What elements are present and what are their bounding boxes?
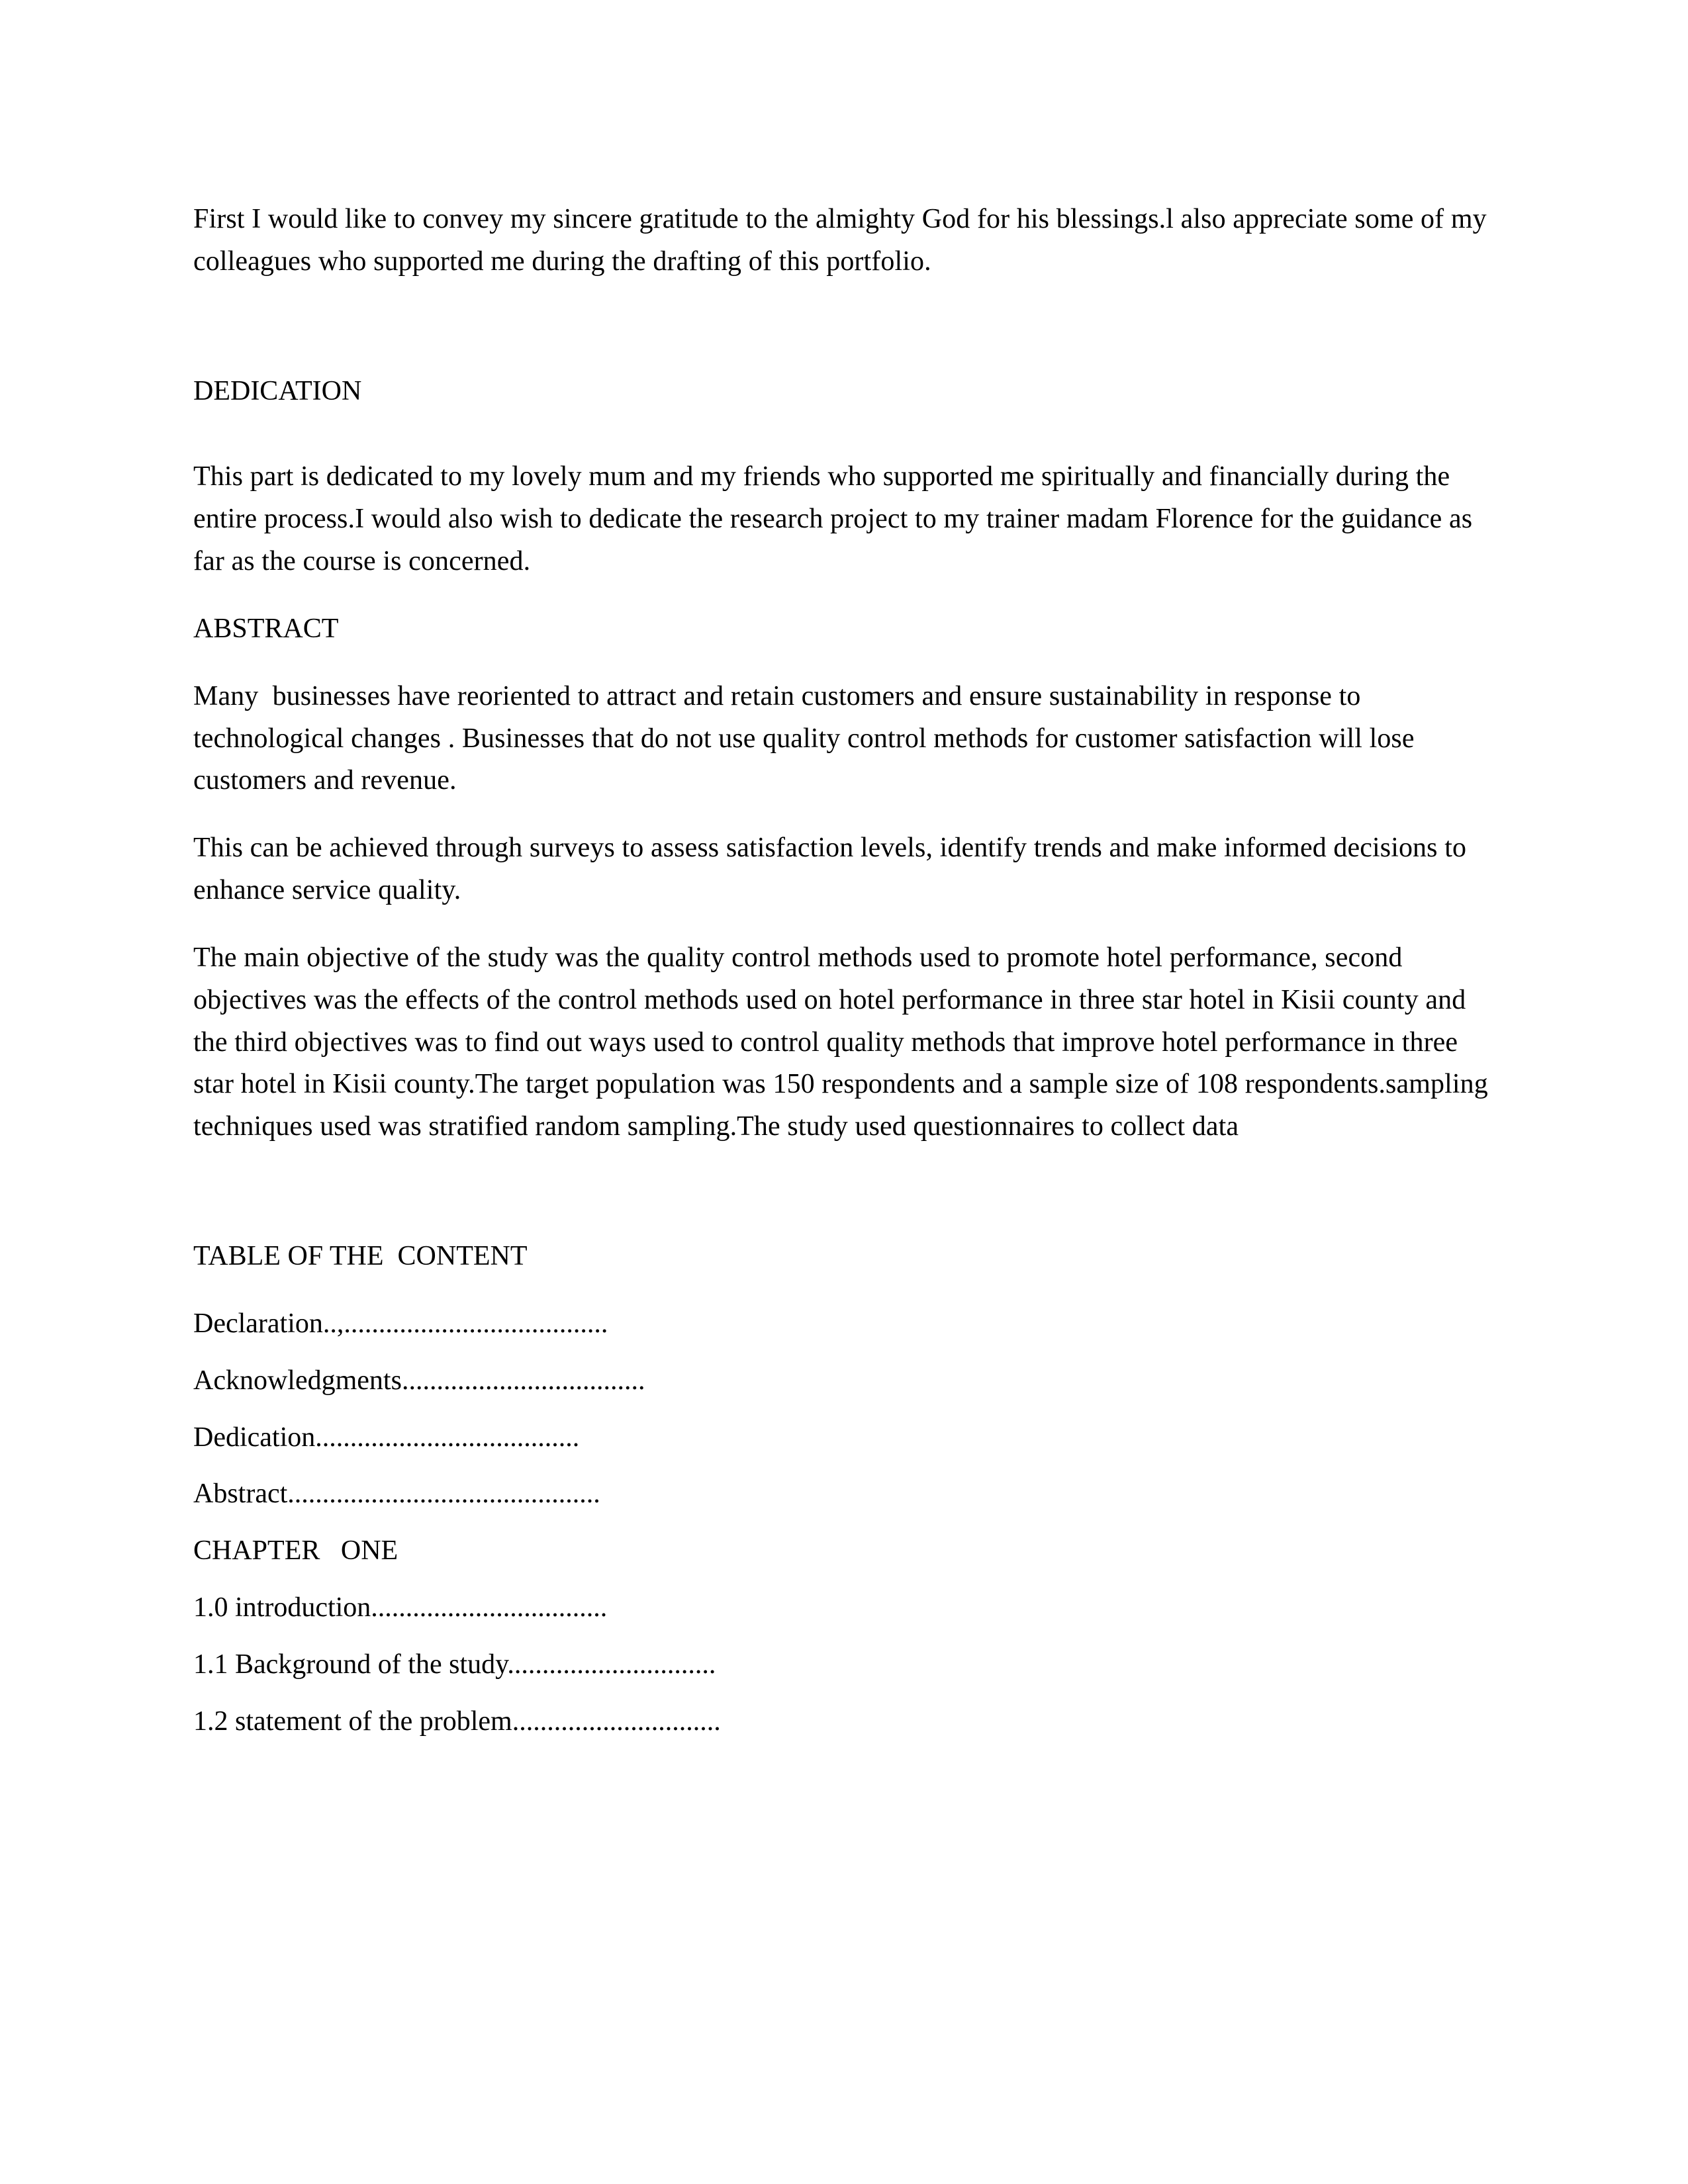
spacer	[193, 412, 1491, 456]
acknowledgment-paragraph: First I would like to convey my sincere gratitude to the almighty God for his blessings.l also appreciate some of my colleagues who supported me during the drafting of this portfolio.	[193, 204, 1494, 277]
document-body	[193, 199, 1495, 1743]
spacer	[193, 583, 1491, 608]
toc-entry-dedication: Dedication......................................	[193, 1422, 580, 1453]
spacer	[193, 1345, 1491, 1360]
spacer	[193, 1572, 1491, 1587]
toc-entry-background-of-the-study: 1.1 Background of the study..............................	[193, 1649, 716, 1680]
abstract-paragraph-3: The main objective of the study was the quality control methods used to promote hotel performance, second objectives was the effects of the control methods used on hotel performance in three star hotel in Kisii county and the third objectives was to find out ways used to control quality methods that improve hotel performance in three star hotel in Kisii county.The target population was 150 respondents and a sample size of 108 respondents.sampling techniques used was stratified random sampling.The study used questionnaires to collect data	[193, 942, 1495, 1142]
spacer	[193, 912, 1491, 937]
spacer	[193, 1278, 1491, 1303]
spacer	[193, 283, 1491, 371]
toc-entry-chapter-one: CHAPTER ONE	[193, 1535, 399, 1567]
dedication-paragraph: This part is dedicated to my lovely mum and my friends who supported me spiritually and financially during the entire process.I would also wish to dedicate the research project to my trainer madam Florence for the guidance as far as the course is concerned.	[193, 461, 1479, 577]
toc-entry-introduction: 1.0 introduction..................................	[193, 1592, 608, 1623]
dedication-heading: DEDICATION	[193, 375, 362, 406]
spacer	[193, 1629, 1491, 1644]
toc-entry-declaration: Declaration..,......................................	[193, 1308, 608, 1339]
spacer	[193, 1402, 1491, 1417]
toc-entry-acknowledgments: Acknowledgments...................................	[193, 1365, 645, 1396]
table-of-contents-heading: TABLE OF THE CONTENT	[193, 1241, 528, 1272]
spacer	[193, 1148, 1491, 1236]
spacer	[193, 651, 1491, 676]
spacer	[193, 1459, 1491, 1473]
toc-entry-statement-of-the-problem: 1.2 statement of the problem..............................	[193, 1706, 721, 1737]
spacer	[193, 1686, 1491, 1701]
table-of-contents-list	[193, 1303, 1491, 1743]
spacer	[193, 1516, 1491, 1530]
abstract-heading: ABSTRACT	[193, 613, 339, 644]
abstract-paragraph-2: This can be achieved through surveys to assess satisfaction levels, identify trends and make informed decisions to enhance service quality.	[193, 833, 1474, 906]
spacer	[193, 802, 1491, 827]
abstract-paragraph-1: Many businesses have reoriented to attract and retain customers and ensure sustainability in response to technological changes . Businesses that do not use quality control methods for customer satisfaction will lose customers and revenue.	[193, 680, 1422, 796]
toc-entry-abstract: Abstract.............................................	[193, 1479, 600, 1510]
